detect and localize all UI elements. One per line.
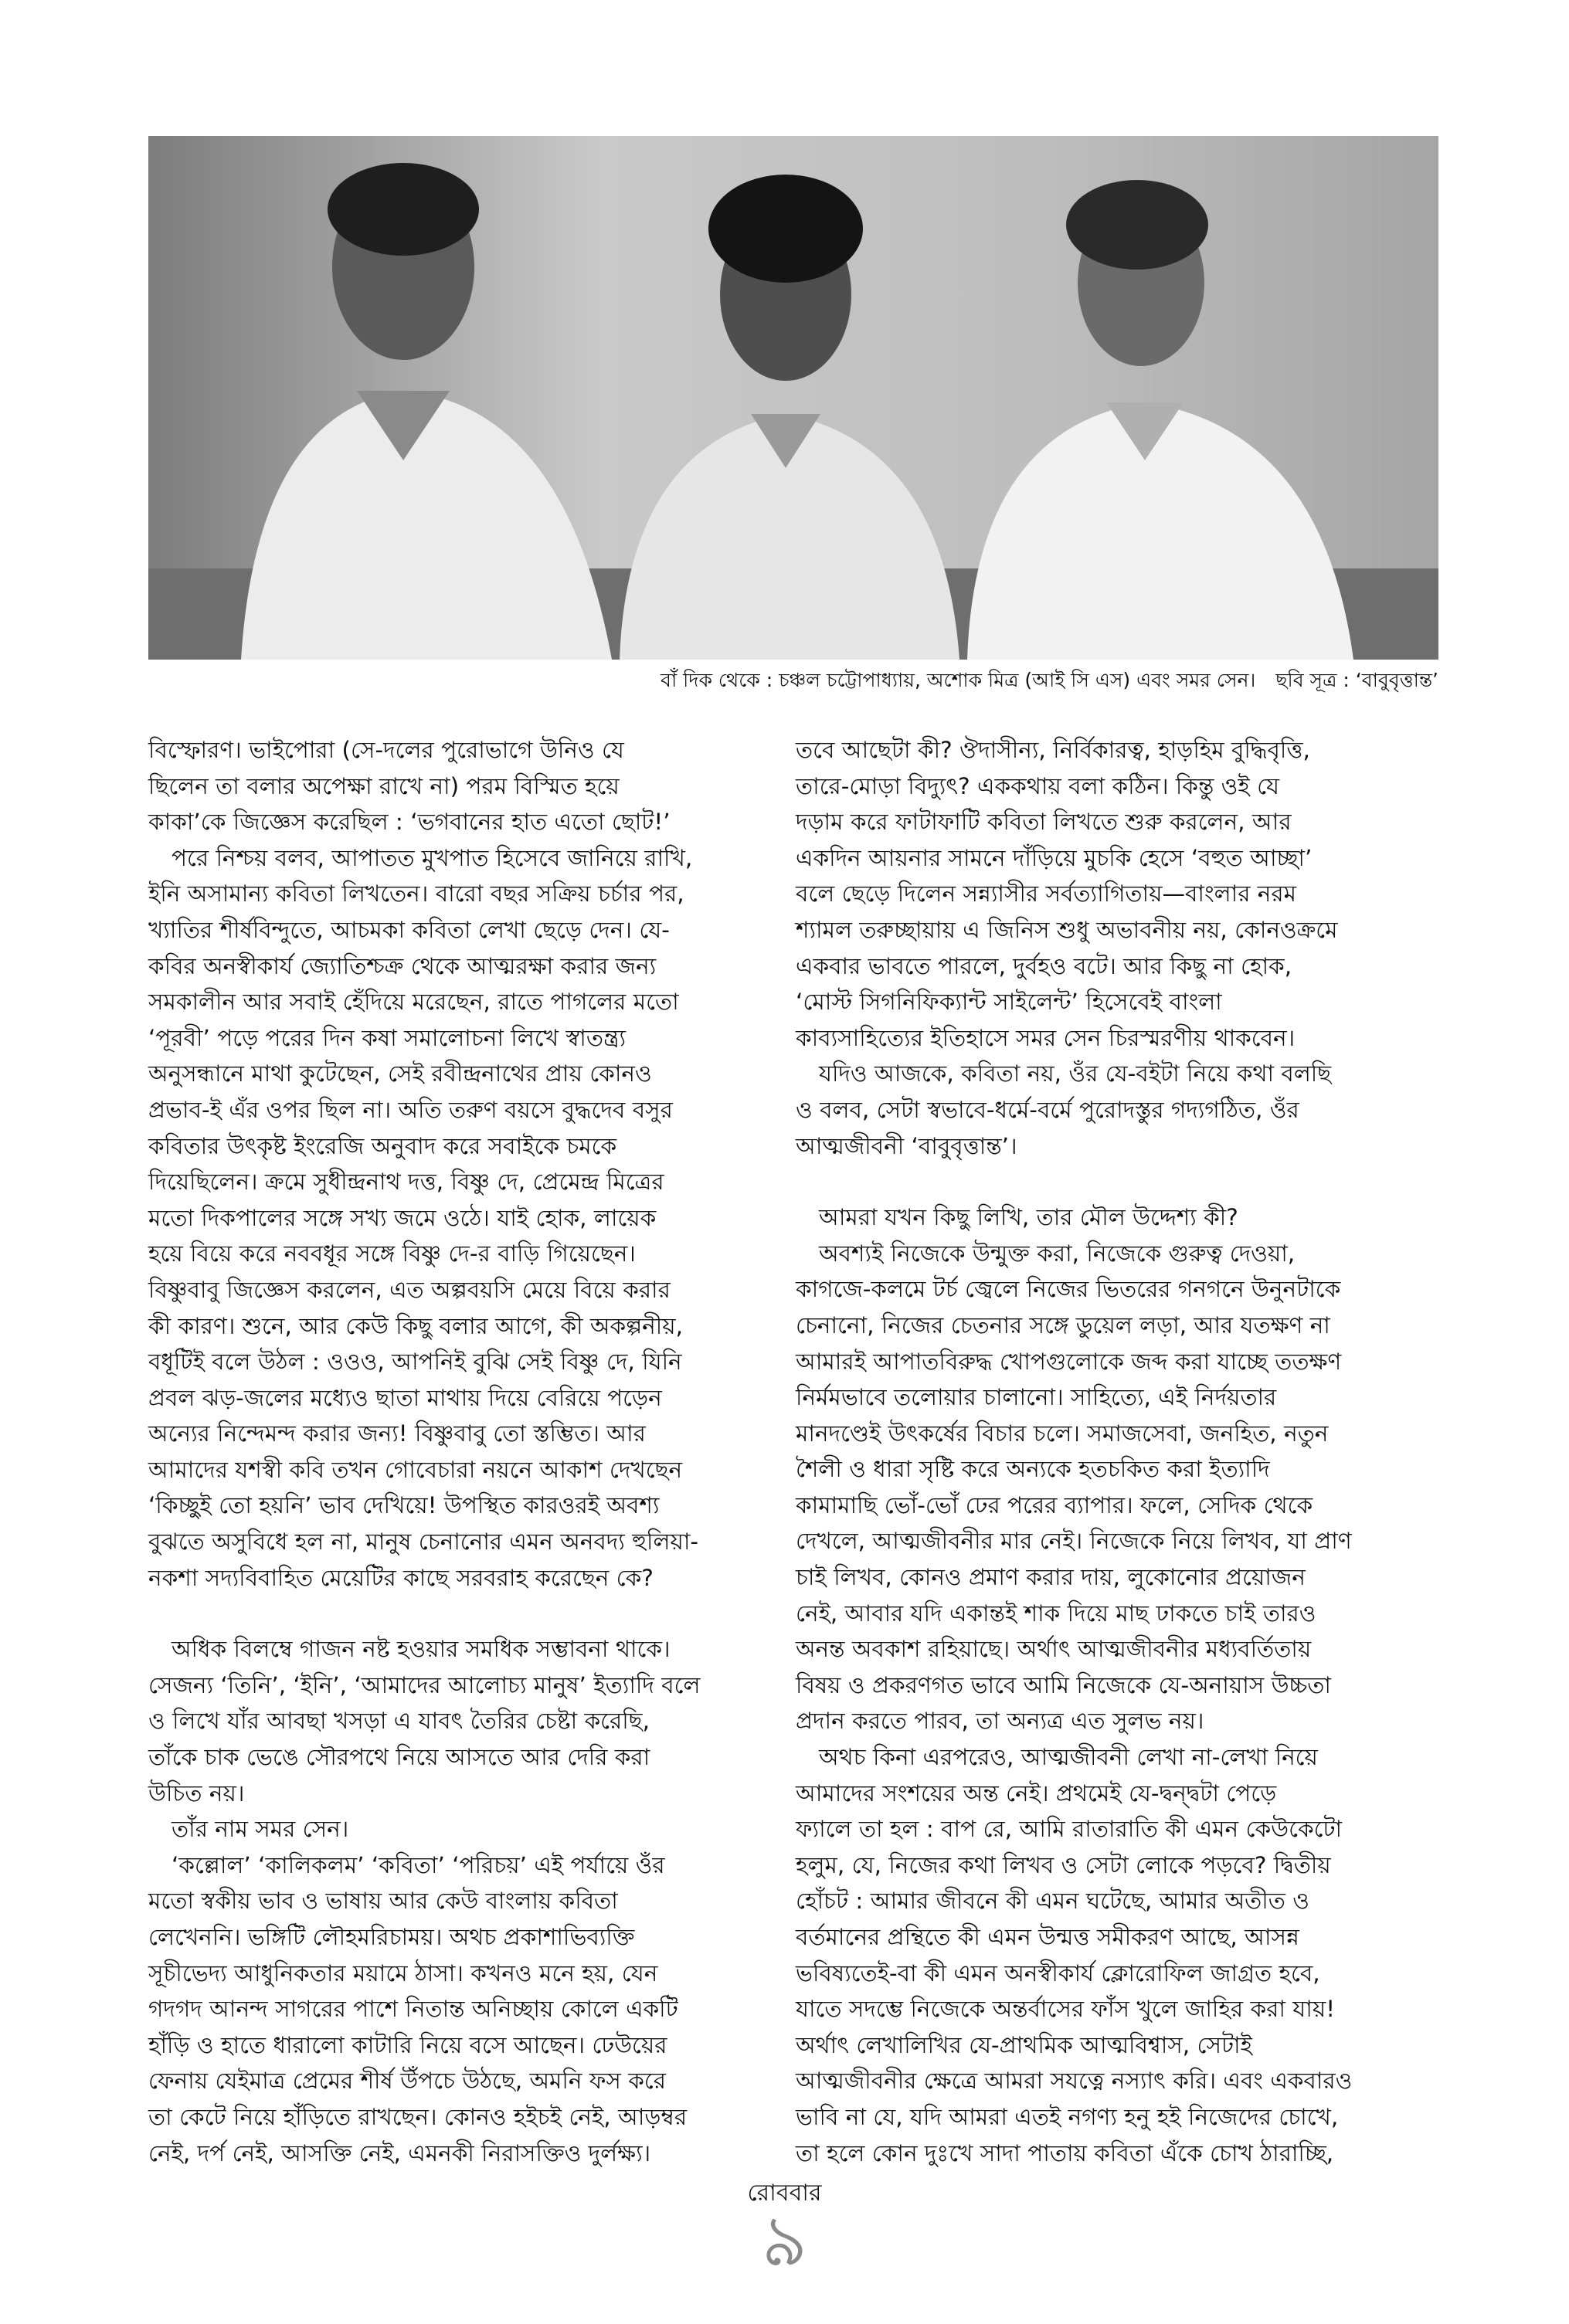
text-line: ও লিখে যাঁর আবছা খসড়া এ যাবৎ তৈরির চেষ্টা করেছি, [148, 1708, 650, 1735]
magazine-name: রোববার [747, 2180, 822, 2207]
text-line: হোঁচট : আমার জীবনে কী এমন ঘটেছে, আমার অতীত ও [796, 1888, 1309, 1915]
text-line: শ্যামল তরুচ্ছায়ায় এ জিনিস শুধু অভাবনীয় নয়, কোনওক্রমে [796, 916, 1338, 943]
text-line: ও বলব, সেটা স্বভাবে-ধর্মে-বর্মে পুরোদস্তুর গদ্যগঠিত, ওঁর [796, 1096, 1299, 1123]
text-line: যদিও আজকে, কবিতা নয়, ওঁর যে-বইটা নিয়ে কথা বলছি [819, 1060, 1332, 1087]
text-line: বিস্ফোরণ। ভাইপোরা (সে-দলের পুরোভাগে উনিও যে [148, 737, 624, 763]
text-line: চেনানো, নিজের চেতনার সঙ্গে ডুয়েল লড়া, আর যতক্ষণ না [796, 1311, 1330, 1338]
text-line: কবির অনস্বীকার্য জ্যোতিশ্চক্র থেকে আত্মরক্ষা করার জন্য [148, 952, 657, 979]
photo-caption: বাঁ দিক থেকে : চঞ্চল চট্টোপাধ্যায়, অশোক মিত্র (আই সি এস) এবং সমর সেন। [661, 669, 1256, 691]
paragraph-gap [148, 1596, 797, 1631]
text-line: তা হলে কোন দুঃখে সাদা পাতায় কবিতা এঁকে চোখ ঠারাচ্ছি, [796, 2139, 1334, 2166]
text-line: আমাদের যশস্বী কবি তখন গোবেচারা নয়নে আকাশ দেখছেন [148, 1456, 683, 1483]
text-line: যাতে সদম্ভে নিজেকে অন্তর্বাসের ফাঁস খুলে জাহির করা যায়! [796, 1996, 1336, 2023]
text-line: একবার ভাবতে পারলে, দুর্বহও বটে। আর কিছু না হোক, [796, 952, 1292, 979]
text-line: আমাদের সংশয়ের অন্ত নেই। প্রথমেই যে-দ্বন্দ্বটা পেড়ে [796, 1779, 1277, 1807]
text-line: হয়ে বিয়ে করে নববধূর সঙ্গে বিষ্ণু দে-র বাড়ি গিয়েছেন। [148, 1240, 636, 1267]
text-line: দড়াম করে ফাটাফাটি কবিতা লিখতে শুরু করলেন, আর [796, 809, 1292, 836]
text-line: অধিক বিলম্বে গাজন নষ্ট হওয়ার সমধিক সম্ভাবনা থাকে। [172, 1636, 671, 1663]
text-line: ফেনায় যেইমাত্র প্রেমের শীর্ষ উঁপচে উঠছে, অমনি ফস করে [148, 2068, 666, 2095]
text-line: দিয়েছিলেন। ক্রমে সুধীন্দ্রনাথ দত্ত, বিষ্ণু দে, প্রেমেন্দ্র মিত্রের [148, 1169, 664, 1196]
text-line: সূচীভেদ্য আধুনিকতার ময়ামে ঠাসা। কখনও মনে হয়, যেন [148, 1959, 658, 1986]
text-line: আত্মজীবনী ‘বাবুবৃত্তান্ত’। [796, 1132, 1017, 1159]
photo-caption-line [148, 667, 1438, 694]
text-line: নকশা সদ্যবিবাহিত মেয়েটির কাছে সরবরাহ করেছেন কে? [148, 1564, 654, 1591]
text-line: ‘কল্লোল’ ‘কালিকলম’ ‘কবিতা’ ‘পরিচয়’ এই পর্যায়ে ওঁর [172, 1851, 665, 1878]
portrait-photo [148, 136, 1438, 660]
text-line: অনুসন্ধানে মাথা কুটেছেন, সেই রবীন্দ্রনাথের প্রায় কোনও [148, 1060, 652, 1087]
text-line: বিষয় ও প্রকরণগত ভাবে আমি নিজেকে যে-অনায়াস উচ্চতা [796, 1671, 1331, 1698]
text-line: অথচ কিনা এরপরেও, আত্মজীবনী লেখা না-লেখা নিয়ে [819, 1744, 1318, 1771]
text-line: মানদণ্ডেই উৎকর্ষের বিচার চলে। সমাজসেবা, জনহিত, নতুন [796, 1420, 1329, 1447]
text-line: অর্থাৎ লেখালিখির যে-প্রাথমিক আত্মবিশ্বাস, সেটাই [796, 2031, 1252, 2058]
text-line: কবিতার উৎকৃষ্ট ইংরেজি অনুবাদ করে সবাইকে চমকে [148, 1132, 617, 1159]
text-line: শৈলী ও ধারা সৃষ্টি করে অন্যকে হতচকিত করা ইত্যাদি [796, 1456, 1270, 1483]
text-line: আমারই আপাতবিরুদ্ধ খোপগুলোকে জব্দ করা যাচ্ছে ততক্ষণ [796, 1348, 1342, 1375]
text-line: উচিত নয়। [148, 1779, 245, 1807]
text-line: ভাবি না যে, যদি আমরা এতই নগণ্য হনু হই নিজেদের চোখে, [796, 2103, 1339, 2130]
paragraph-gap [796, 1164, 1445, 1199]
text-line: দেখলে, আত্মজীবনীর মার নেই। নিজেকে নিয়ে লিখব, যা প্রাণ [796, 1528, 1352, 1555]
text-line: বলে ছেড়ে দিলেন সন্ন্যাসীর সর্বত্যাগিতায়—বাংলার নরম [796, 880, 1297, 908]
text-line: মতো দিকপালের সঙ্গে সখ্য জমে ওঠে। যাই হোক, লায়েক [148, 1204, 657, 1231]
text-line: অন্যের নিন্দেমন্দ করার জন্য! বিষ্ণুবাবু তো স্তম্ভিত। আর [148, 1420, 646, 1447]
text-line: ভবিষ্যতেই-বা কী এমন অনস্বীকার্য ক্লোরোফিল জাগ্রত হবে, [796, 1959, 1320, 1986]
page-footer [0, 2178, 1569, 2280]
text-line: নির্মমভাবে তলোয়ার চালানো। সাহিত্যে, এই নির্দয়তার [796, 1384, 1277, 1411]
text-line: ‘পূরবী’ পড়ে পরের দিন কষা সমালোচনা লিখে স্বাতন্ত্র্য [148, 1024, 627, 1051]
text-line: ‘মোস্ট সিগনিফিক্যান্ট সাইলেন্ট’ হিসেবেই বাংলা [796, 989, 1222, 1016]
text-line: গদগদ আনন্দ সাগরের পাশে নিতান্ত অনিচ্ছায় কোলে একটি [148, 1996, 678, 2023]
text-line: কাকা’কে জিজ্ঞেস করেছিল : ‘ভগবানের হাত এতো ছোট!’ [148, 809, 671, 836]
left-text-column [148, 732, 797, 2171]
right-text-column [796, 732, 1445, 2171]
text-line: সমকালীন আর সবাই হেঁদিয়ে মরেছেন, রাতে পাগলের মতো [148, 989, 679, 1016]
text-line: লেখেননি। ভঙ্গিটি লৌহমরিচাময়। অথচ প্রকাশাভিব্যক্তি [148, 1924, 635, 1950]
text-line: অবশ্যই নিজেকে উন্মুক্ত করা, নিজেকে গুরুত্ব দেওয়া, [819, 1240, 1296, 1267]
text-line: ‘কিচ্ছুই তো হয়নি’ ভাব দেখিয়ে! উপস্থিত কারওরই অবশ্য [148, 1492, 660, 1519]
text-line: নেই, আবার যদি একান্তই শাক দিয়ে মাছ ঢাকতে চাই তারও [796, 1600, 1316, 1627]
text-line: কাগজে-কলমে টর্চ জ্বেলে নিজের ভিতরের গনগনে উনুনটাকে [796, 1276, 1341, 1303]
photo-illustration [148, 136, 1438, 660]
text-line: প্রদান করতে পারব, তা অন্যত্র এত সুলভ নয়। [796, 1708, 1204, 1735]
text-line: তাঁকে চাক ভেঙে সৌরপথে নিয়ে আসতে আর দেরি করা [148, 1744, 650, 1771]
text-line: ইনি অসামান্য কবিতা লিখতেন। বারো বছর সক্রিয় চর্চার পর, [148, 880, 684, 908]
text-line: কী কারণ। শুনে, আর কেউ কিছু বলার আগে, কী অকল্পনীয়, [148, 1312, 683, 1339]
text-line: চাই লিখব, কোনও প্রমাণ করার দায়, লুকোনোর প্রয়োজন [796, 1564, 1306, 1591]
text-line: কাব্যসাহিত্যের ইতিহাসে সমর সেন চিরস্মরণীয় থাকবেন। [796, 1024, 1296, 1051]
text-line: বুঝতে অসুবিধে হল না, মানুষ চেনানোর এমন অনবদ্য হুলিয়া- [148, 1528, 699, 1556]
text-line: বিষ্ণুবাবু জিজ্ঞেস করলেন, এত অল্পবয়সি মেয়ে বিয়ে করার [148, 1276, 671, 1303]
text-line: তা কেটে নিয়ে হাঁড়িতে রাখছেন। কোনও হইচই নেই, আড়ম্বর [148, 2103, 688, 2130]
text-line: পরে নিশ্চয় বলব, আপাতত মুখপাত হিসেবে জানিয়ে রাখি, [172, 844, 693, 871]
text-line: আত্মজীবনীর ক্ষেত্রে আমরা সযত্নে নস্যাৎ করি। এবং একবারও [796, 2068, 1353, 2095]
text-line: খ্যাতির শীর্ষবিন্দুতে, আচমকা কবিতা লেখা ছেড়ে দেন। যে- [148, 916, 670, 943]
text-line: কামামাছি ভোঁ-ভোঁ ঢের পরের ব্যাপার। ফলে, সেদিক থেকে [796, 1491, 1313, 1518]
text-line: আমরা যখন কিছু লিখি, তার মৌল উদ্দেশ্য কী? [819, 1204, 1238, 1231]
text-line: বর্তমানের প্রন্থিতে কী এমন উন্মত্ত সমীকরণ আছে, আসন্ন [796, 1924, 1299, 1950]
text-line: সেজন্য ‘তিনি’, ‘ইনি’, ‘আমাদের আলোচ্য মানুষ’ ইত্যাদি বলে [148, 1671, 701, 1698]
text-line: ছিলেন তা বলার অপেক্ষা রাখে না) পরম বিস্মিত হয়ে [148, 772, 620, 799]
text-line: বধূটিই বলে উঠল : ওওও, আপনিই বুঝি সেই বিষ্ণু দে, যিনি [148, 1349, 682, 1376]
text-line: একদিন আয়নার সামনে দাঁড়িয়ে মুচকি হেসে ‘বহুত আচ্ছা’ [796, 844, 1313, 871]
text-line: হাঁড়ি ও হাতে ধারালো কাটারি নিয়ে বসে আছেন। ঢেউয়ের [148, 2031, 667, 2058]
text-line: হলুম, যে, নিজের কথা লিখব ও সেটা লোকে পড়বে? দ্বিতীয় [796, 1851, 1331, 1878]
text-line: ফ্যালে তা হল : বাপ রে, আমি রাতারাতি কী এমন কেউকেটো [796, 1816, 1343, 1843]
text-line: তাঁর নাম সমর সেন। [172, 1816, 349, 1843]
text-line: প্রবল ঝড়-জলের মধ্যেও ছাতা মাথায় দিয়ে বেরিয়ে পড়েন [148, 1384, 662, 1411]
photo-credit: ছবি সূত্র : ‘বাবুবৃত্তান্ত’ [1275, 669, 1438, 691]
page-number: ৯ [761, 2200, 808, 2282]
text-line: নেই, দর্প নেই, আসক্তি নেই, এমনকী নিরাসক্তিও দুর্লক্ষ্য। [148, 2139, 651, 2166]
text-line: মতো স্বকীয় ভাব ও ভাষায় আর কেউ বাংলায় কবিতা [148, 1888, 618, 1915]
text-line: প্রভাব-ই এঁর ওপর ছিল না। অতি তরুণ বয়সে বুদ্ধদেব বসুর [148, 1096, 673, 1123]
text-line: অনন্ত অবকাশ রহিয়াছে। অর্থাৎ আত্মজীবনীর মধ্যবর্তিতায় [796, 1636, 1312, 1663]
text-line: তারে-মোড়া বিদ্যুৎ? এককথায় বলা কঠিন। কিন্তু ওই যে [796, 772, 1280, 799]
text-line: তবে আছেটা কী? ঔদাসীন্য, নির্বিকারত্ব, হাড়হিম বুদ্ধিবৃত্তি, [796, 737, 1310, 763]
